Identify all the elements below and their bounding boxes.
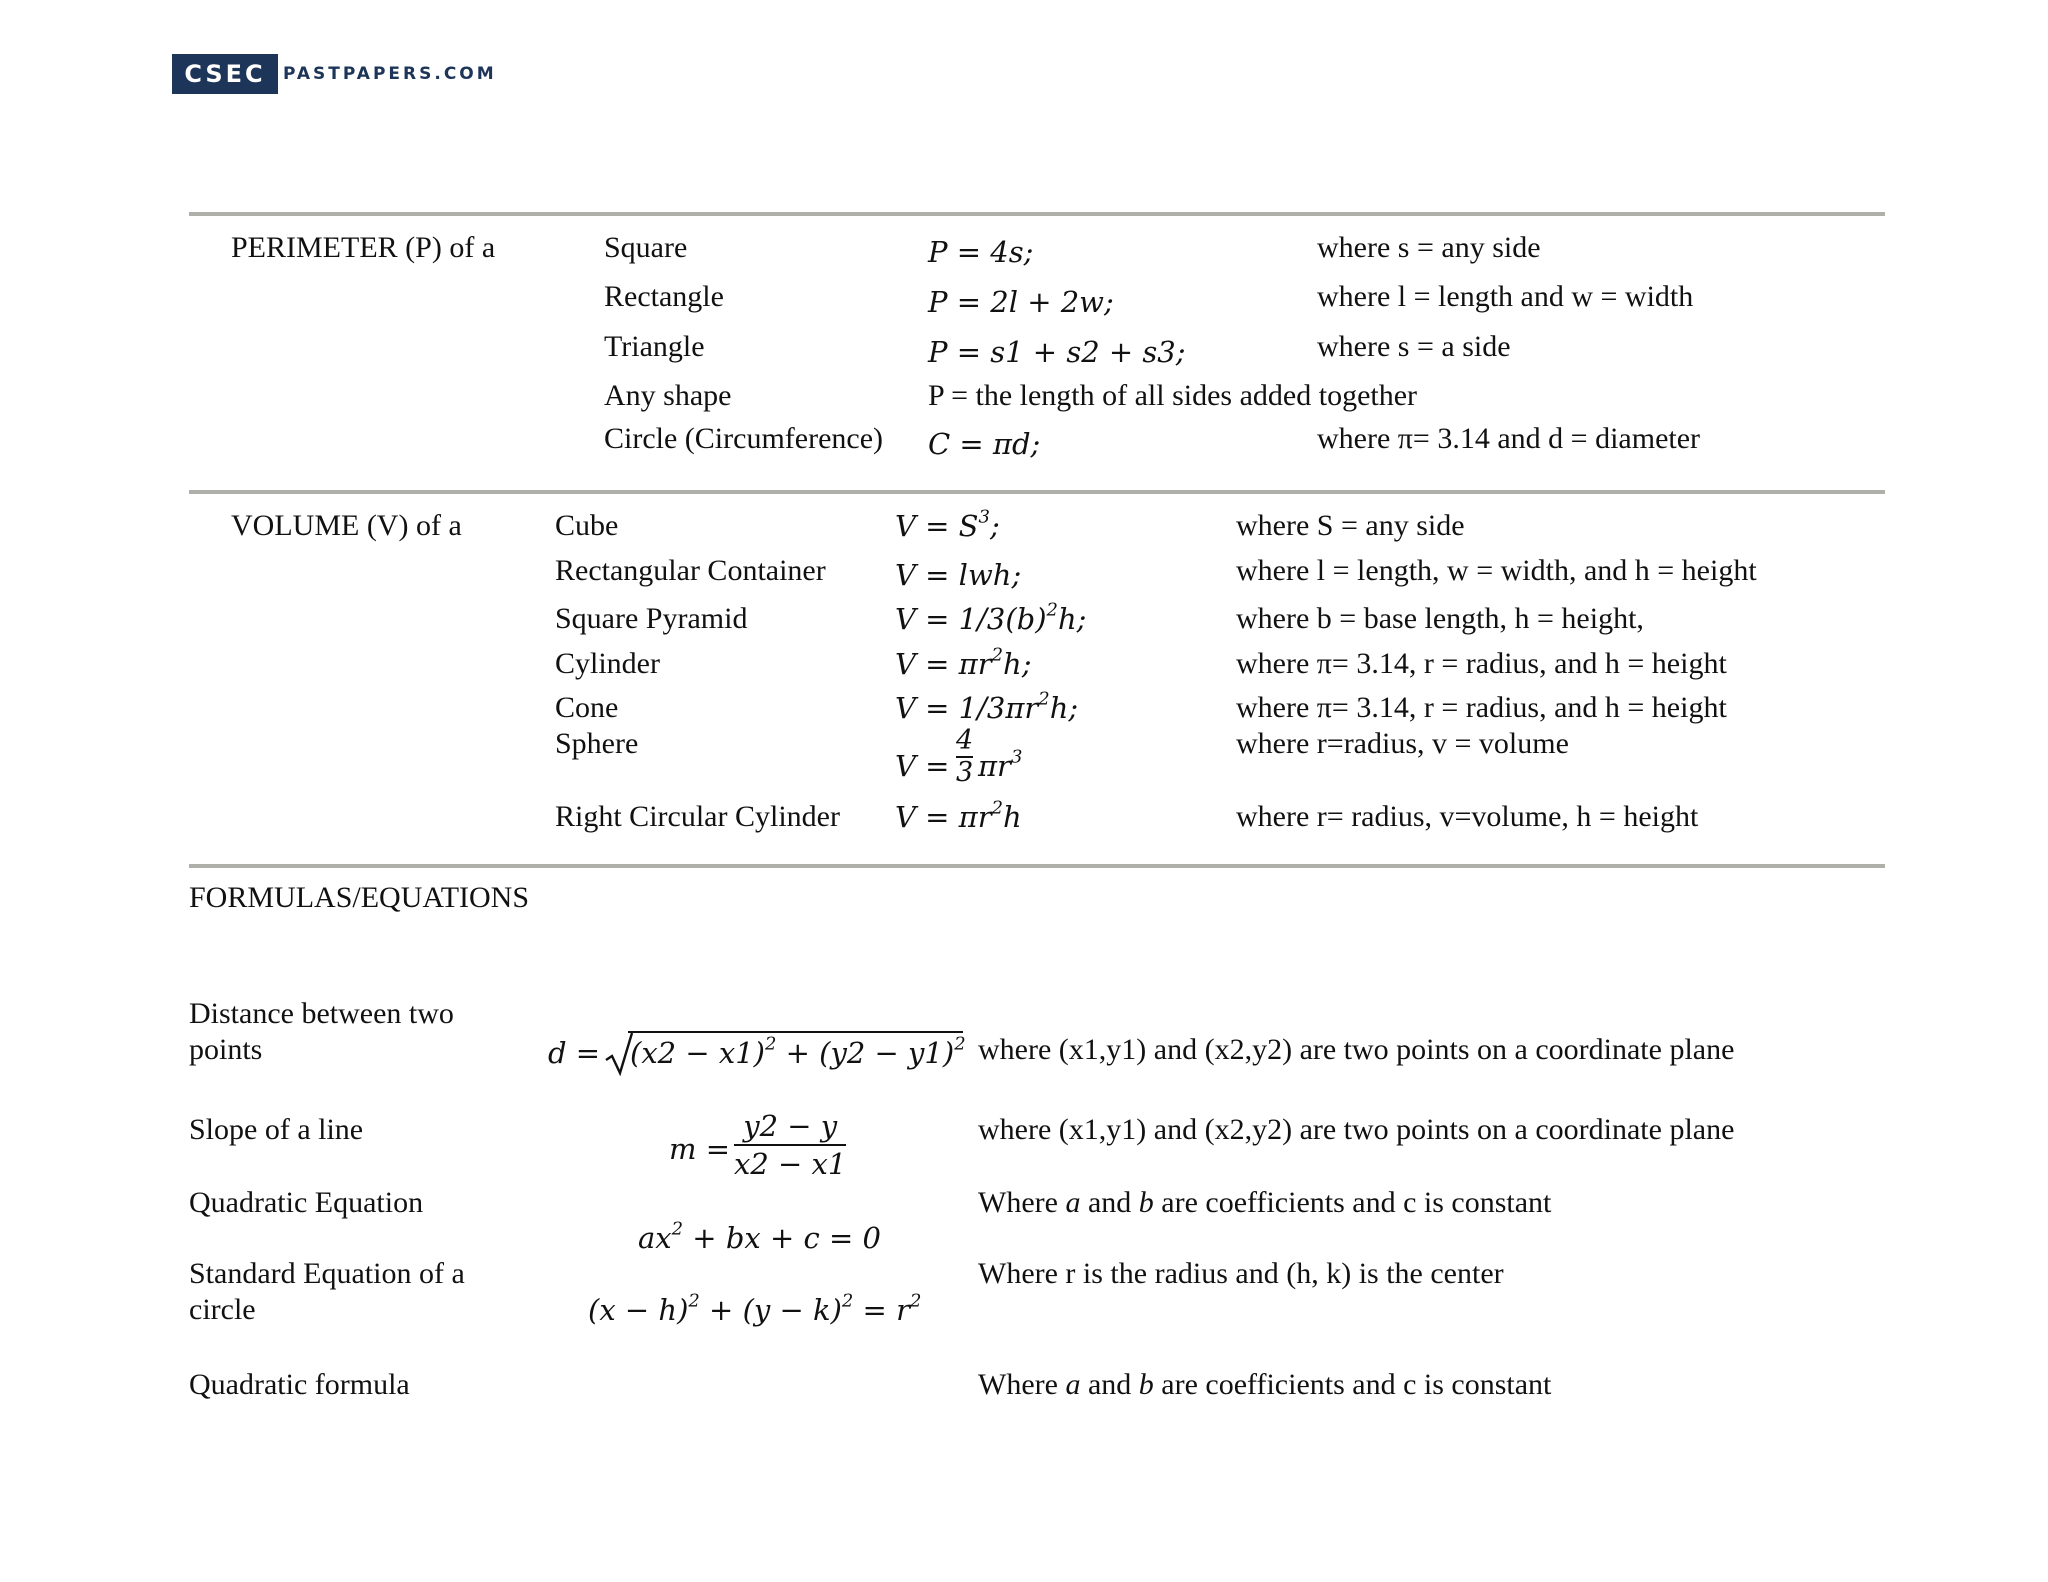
volume-note: where π= 3.14, r = radius, and h = height (1236, 691, 1727, 724)
perimeter-note: where s = any side (1317, 231, 1541, 264)
volume-formula: $V = S^3$; (895, 506, 1000, 543)
volume-formula-lhs: V = (895, 749, 950, 783)
perimeter-formula: P = 4s; (928, 235, 1034, 269)
perimeter-shape: Square (604, 231, 688, 264)
volume-shape: Square Pyramid (555, 602, 748, 635)
slope-lhs: m = (669, 1132, 731, 1166)
distance-label: points (189, 1033, 263, 1066)
fraction-denominator: 3 (956, 757, 974, 788)
volume-note: where b = base length, h = height, (1236, 602, 1644, 635)
circle-equation-formula: $(x - h)^2 + (y - k)^2 = r^2$ (588, 1290, 922, 1327)
volume-formula: $V = 1/3\pi r^2h$; (895, 688, 1079, 725)
fraction-denominator: x2 − x1 (734, 1147, 847, 1181)
volume-heading: VOLUME (V) of a (231, 509, 462, 542)
distance-lhs: d = (548, 1036, 601, 1070)
perimeter-note: where l = length and w = width (1317, 280, 1694, 313)
perimeter-note: where π= 3.14 and d = diameter (1317, 422, 1701, 455)
radical-vinculum (628, 1031, 963, 1033)
slope-label: Slope of a line (189, 1113, 364, 1146)
distance-label: Distance between two (189, 997, 454, 1030)
volume-note: where π= 3.14, r = radius, and h = height (1236, 647, 1727, 680)
volume-note: where l = length, w = width, and h = height (1236, 554, 1757, 587)
perimeter-formula: C = πd; (928, 427, 1041, 461)
slope-note: where (x1,y1) and (x2,y2) are two points on a coordinate plane (978, 1113, 1735, 1146)
volume-note: where r= radius, v=volume, h = height (1236, 800, 1699, 833)
volume-shape: Right Circular Cylinder (555, 800, 840, 833)
quadratic-formula-label: Quadratic formula (189, 1368, 410, 1401)
volume-note: where r=radius, v = volume (1236, 727, 1569, 760)
slope-fraction (734, 1108, 846, 1182)
formulas-heading: FORMULAS/EQUATIONS (189, 881, 530, 914)
circle-equation-note: Where r is the radius and (h, k) is the center (978, 1257, 1504, 1290)
circle-equation-label: Standard Equation of a (189, 1257, 465, 1290)
fraction-numerator: y2 − y (743, 1109, 838, 1143)
quadratic-equation-note: Where a and b are coefficients and c is constant (978, 1186, 1552, 1219)
volume-shape: Sphere (555, 727, 639, 760)
logo-text: PASTPAPERS.COM (283, 64, 497, 84)
volume-formula: $\pi r^3$ (978, 746, 1023, 783)
volume-formula: $V = 1/3(b)^2h$; (895, 599, 1087, 636)
logo-badge: CSEC (172, 54, 278, 94)
section-divider (189, 490, 1885, 494)
perimeter-shape: Any shape (604, 379, 732, 412)
distance-note: where (x1,y1) and (x2,y2) are two points on a coordinate plane (978, 1033, 1735, 1066)
distance-radicand: $(x2 - x1)^2 + (y2 - y1)^2$ (630, 1033, 966, 1070)
section-divider (189, 864, 1885, 868)
volume-shape: Rectangular Container (555, 554, 826, 587)
volume-shape: Cylinder (555, 647, 660, 680)
volume-shape: Cone (555, 691, 619, 724)
perimeter-formula: P = s1 + s2 + s3; (928, 335, 1186, 369)
perimeter-note: where s = a side (1317, 330, 1511, 363)
perimeter-heading: PERIMETER (P) of a (231, 231, 496, 264)
perimeter-shape: Triangle (604, 330, 705, 363)
volume-formula: V = lwh; (895, 558, 1022, 592)
volume-fraction (956, 726, 973, 788)
perimeter-shape: Rectangle (604, 280, 724, 313)
circle-equation-label: circle (189, 1293, 256, 1326)
section-divider (189, 212, 1885, 216)
quadratic-equation-label: Quadratic Equation (189, 1186, 424, 1219)
volume-note: where S = any side (1236, 509, 1465, 542)
quadratic-formula-note: Where a and b are coefficients and c is constant (978, 1368, 1552, 1401)
site-logo (172, 54, 497, 94)
perimeter-formula: P = 2l + 2w; (928, 285, 1114, 319)
volume-formula: $V = \pi r^2h$; (895, 644, 1032, 681)
fraction-numerator: 4 (956, 725, 974, 756)
volume-shape: Cube (555, 509, 619, 542)
perimeter-formula: P = the length of all sides added together (928, 379, 1418, 412)
quadratic-equation-formula: $ax^2$ + bx + c = 0 (638, 1218, 881, 1255)
volume-formula: $V = \pi r^2h$ (895, 797, 1022, 834)
perimeter-shape: Circle (Circumference) (604, 422, 884, 455)
